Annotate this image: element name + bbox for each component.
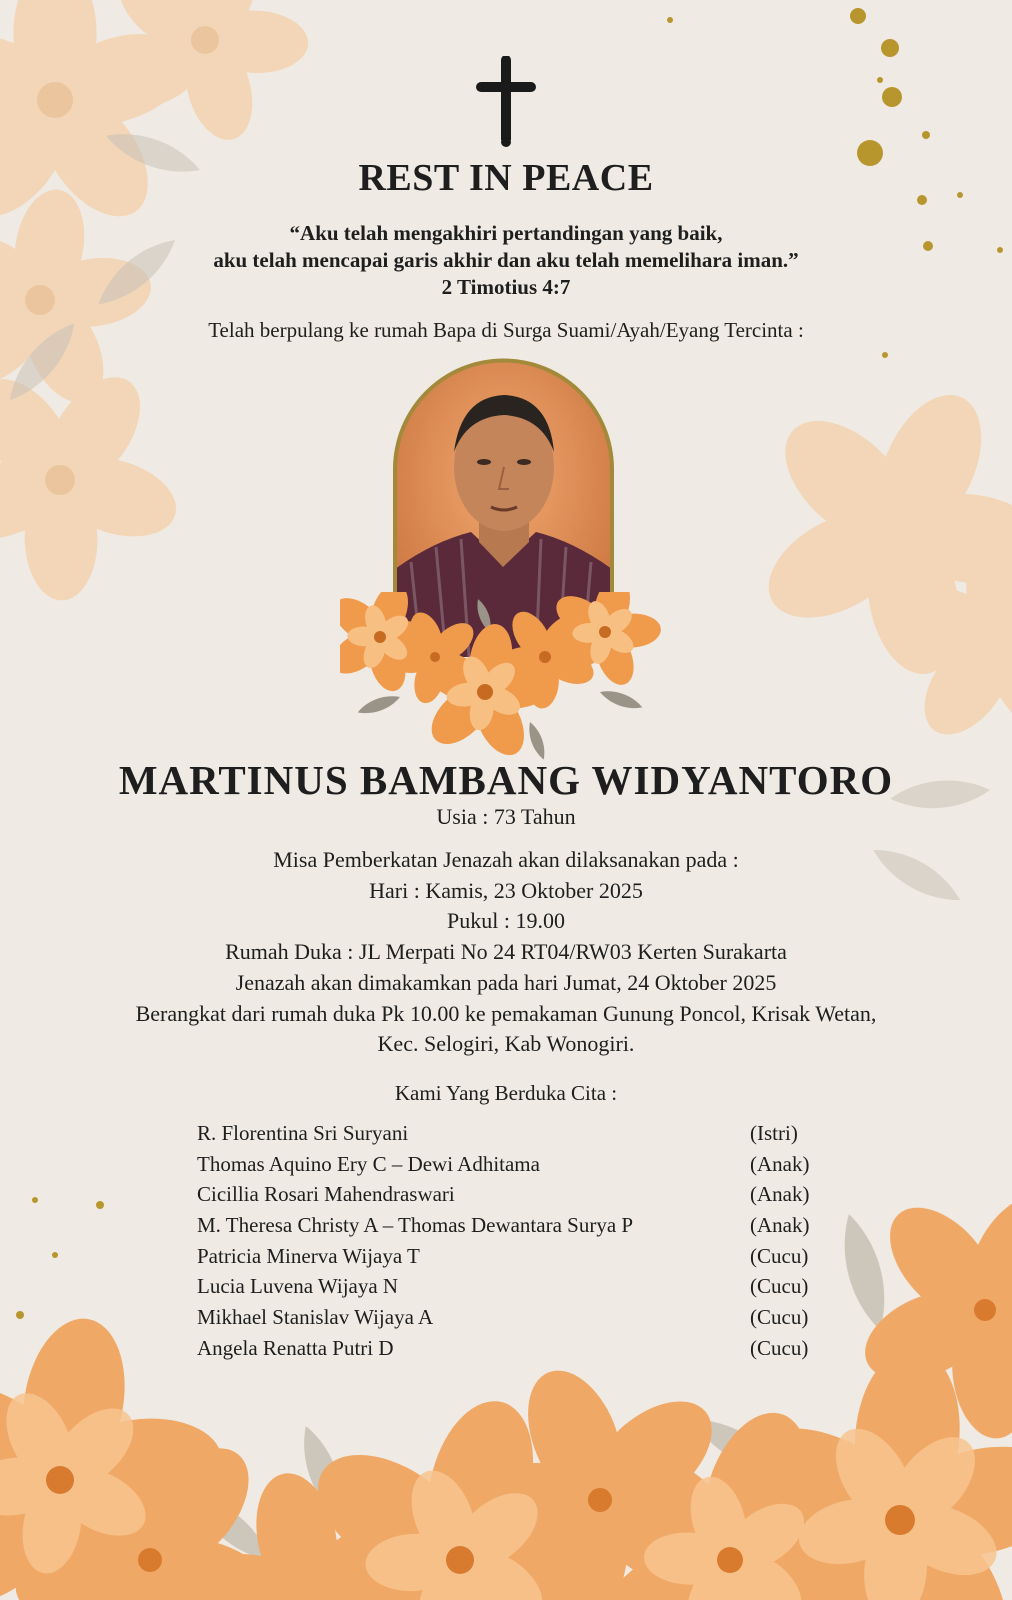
deceased-age: Usia : 73 Tahun (436, 804, 576, 829)
mourner-row (197, 1333, 817, 1364)
bouquet-decoration (340, 592, 670, 762)
mourner-row (197, 1241, 817, 1272)
mourner-relation: (Istri) (750, 1121, 798, 1145)
cross-icon (476, 56, 536, 148)
mourner-name: Patricia Minerva Wijaya T (197, 1243, 420, 1268)
mourner-relation: (Anak) (750, 1151, 810, 1176)
mourner-relation: (Cucu) (750, 1335, 809, 1360)
mourner-name: Angela Renatta Putri D (197, 1335, 394, 1360)
mourner-relation: (Cucu) (750, 1274, 809, 1299)
verse-line-1: “Aku telah mengakhiri pertandingan yang baik, (289, 221, 723, 245)
detail-line: Misa Pemberkatan Jenazah akan dilaksanakan pada : (273, 847, 739, 872)
mourner-relation: (Anak) (750, 1182, 810, 1207)
mourner-name: M. Theresa Christy A – Thomas Dewantara Surya P (197, 1213, 634, 1238)
mourner-row (197, 1271, 817, 1302)
mourners-list (197, 1118, 817, 1364)
mourners-heading: Kami Yang Berduka Cita : (394, 1081, 618, 1105)
mourner-row (197, 1118, 817, 1149)
page-title: REST IN PEACE (358, 157, 654, 199)
detail-line: Pukul : 19.00 (447, 908, 565, 934)
mourner-name: Mikhael Stanislav Wijaya A (197, 1305, 434, 1330)
mourner-row (197, 1179, 817, 1210)
mourner-name: Lucia Luvena Wijaya N (197, 1274, 399, 1299)
mourner-name: Cicillia Rosari Mahendraswari (197, 1182, 455, 1207)
detail-line: Rumah Duka : JL Merpati No 24 RT04/RW03 Kerten Surakarta (225, 939, 787, 965)
mourner-row (197, 1149, 817, 1180)
detail-line: Berangkat dari rumah duka Pk 10.00 ke pemakaman Gunung Poncol, Krisak Wetan, (135, 1000, 877, 1026)
bible-verse (0, 220, 1012, 301)
verse-reference: 2 Timotius 4:7 (441, 275, 571, 299)
mourner-row (197, 1302, 817, 1333)
mourner-relation: (Cucu) (750, 1243, 809, 1268)
verse-line-2: aku telah mencapai garis akhir dan aku telah memelihara iman.” (213, 248, 799, 272)
mourner-name: R. Florentina Sri Suryani (197, 1121, 409, 1145)
mourner-name: Thomas Aquino Ery C – Dewi Adhitama (197, 1151, 540, 1176)
service-details (0, 845, 1012, 1060)
mourner-relation: (Cucu) (750, 1305, 809, 1330)
announcement-intro: Telah berpulang ke rumah Bapa di Surga Suami/Ayah/Eyang Tercinta : (208, 318, 804, 342)
detail-line: Hari : Kamis, 23 Oktober 2025 (369, 877, 643, 903)
detail-line: Kec. Selogiri, Kab Wonogiri. (377, 1031, 635, 1057)
mourner-row (197, 1210, 817, 1241)
deceased-name: MARTINUS BAMBANG WIDYANTORO (118, 757, 894, 803)
mourner-relation: (Anak) (750, 1213, 810, 1238)
detail-line: Jenazah akan dimakamkan pada hari Jumat, 24 Oktober 2025 (235, 969, 777, 995)
